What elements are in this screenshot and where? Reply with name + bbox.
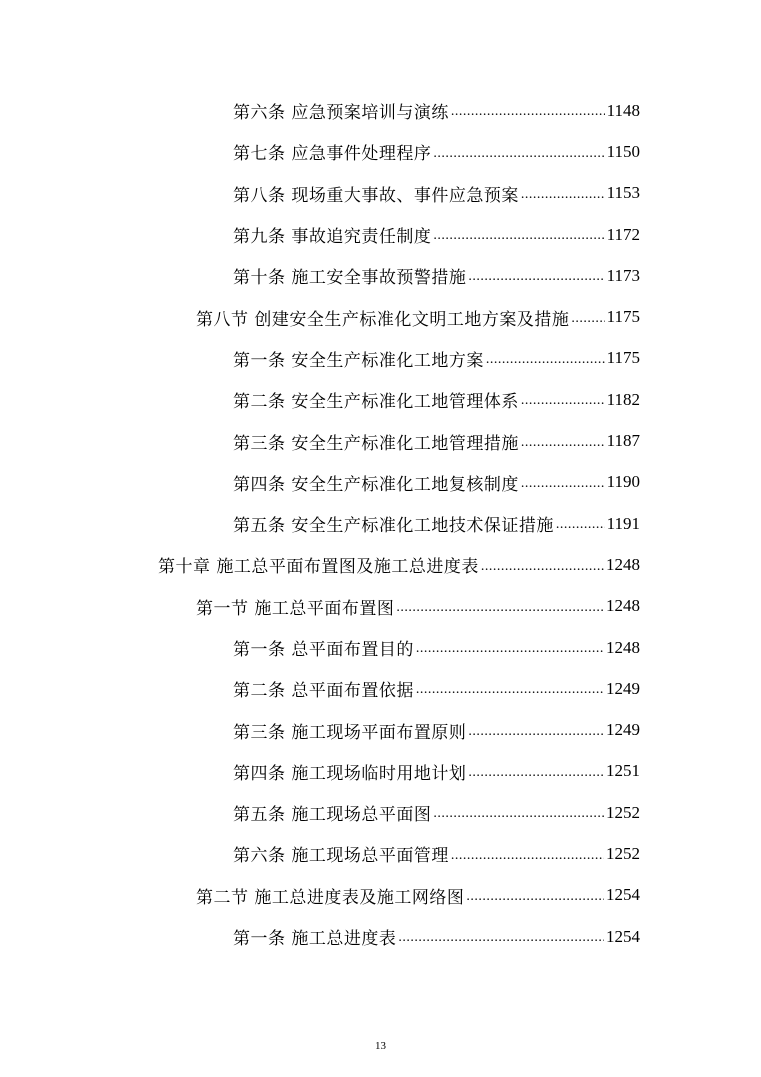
toc-entry[interactable] bbox=[0, 379, 761, 420]
toc-entry-title: 第八条 现场重大事故、事件应急预案 bbox=[233, 185, 519, 206]
toc-entry[interactable] bbox=[0, 173, 761, 214]
toc-entry-page: 1148 bbox=[606, 100, 640, 120]
page-number: 13 bbox=[375, 1040, 386, 1052]
toc-dot-leader bbox=[481, 559, 604, 576]
toc-entry-title: 第一条 总平面布置目的 bbox=[233, 640, 414, 660]
toc-entry-page: 1187 bbox=[606, 431, 640, 451]
toc-entry-title: 第八节 创建安全生产标准化文明工地方案及措施 bbox=[196, 309, 570, 330]
toc-entry-title: 第四条 安全生产标准化工地复核制度 bbox=[233, 474, 519, 495]
toc-entry[interactable] bbox=[0, 916, 761, 957]
toc-entry[interactable] bbox=[0, 296, 761, 337]
toc-entry-title: 第一节 施工总平面布置图 bbox=[196, 598, 395, 619]
toc-entry-title: 第十条 施工安全事故预警措施 bbox=[233, 268, 467, 289]
toc-entry-title: 第五条 施工现场总平面图 bbox=[233, 805, 432, 826]
toc-entry-title: 第二条 安全生产标准化工地管理体系 bbox=[233, 392, 519, 413]
toc-entry-title: 第十章 施工总平面布置图及施工总进度表 bbox=[158, 557, 479, 578]
toc-entry-title: 第二节 施工总进度表及施工网络图 bbox=[196, 887, 465, 908]
toc-dot-leader bbox=[416, 682, 604, 699]
toc-entry-page: 1175 bbox=[606, 348, 640, 368]
toc-entry[interactable] bbox=[0, 833, 761, 874]
toc-dot-leader bbox=[466, 889, 604, 906]
toc-entry-title: 第五条 安全生产标准化工地技术保证措施 bbox=[233, 516, 554, 537]
toc-entry-page: 1150 bbox=[606, 141, 640, 161]
toc-dot-leader bbox=[556, 517, 605, 534]
toc-entry[interactable] bbox=[0, 90, 761, 131]
toc-dot-leader bbox=[521, 187, 605, 204]
toc-dot-leader bbox=[521, 476, 605, 493]
toc-entry-page: 1249 bbox=[606, 720, 640, 740]
toc-entry-page: 1248 bbox=[606, 596, 640, 616]
toc-entry-title: 第九条 事故追究责任制度 bbox=[233, 227, 432, 248]
toc-entry[interactable] bbox=[0, 751, 761, 792]
toc-entry-page: 1172 bbox=[606, 224, 640, 244]
toc-entry[interactable] bbox=[0, 503, 761, 544]
toc-entry-title: 第四条 施工现场临时用地计划 bbox=[233, 763, 467, 784]
toc-entry[interactable] bbox=[0, 668, 761, 709]
toc-entry-page: 1251 bbox=[606, 761, 640, 781]
toc-entry-page: 1252 bbox=[606, 843, 640, 863]
toc-entry-page: 1248 bbox=[606, 637, 640, 657]
toc-entry-page: 1248 bbox=[606, 554, 640, 574]
toc-entry-page: 1175 bbox=[606, 307, 640, 327]
toc-dot-leader bbox=[433, 146, 604, 163]
toc-dot-leader bbox=[396, 600, 604, 617]
table-of-contents bbox=[0, 90, 761, 957]
toc-entry-page: 1254 bbox=[606, 926, 640, 946]
toc-entry-title: 第三条 安全生产标准化工地管理措施 bbox=[233, 433, 519, 454]
toc-entry-page: 1249 bbox=[606, 678, 640, 698]
toc-entry[interactable] bbox=[0, 627, 761, 668]
toc-entry[interactable] bbox=[0, 420, 761, 461]
toc-entry-page: 1191 bbox=[606, 513, 640, 533]
toc-dot-leader bbox=[468, 765, 604, 782]
toc-entry[interactable] bbox=[0, 255, 761, 296]
toc-entry-page: 1190 bbox=[606, 472, 640, 492]
toc-entry[interactable] bbox=[0, 131, 761, 172]
toc-entry[interactable] bbox=[0, 709, 761, 750]
toc-dot-leader bbox=[521, 393, 605, 410]
toc-entry[interactable] bbox=[0, 544, 761, 585]
toc-entry-page: 1254 bbox=[606, 885, 640, 905]
toc-dot-leader bbox=[451, 848, 604, 865]
toc-entry-page: 1173 bbox=[606, 265, 640, 285]
toc-dot-leader bbox=[521, 435, 605, 452]
toc-dot-leader bbox=[468, 269, 604, 286]
toc-dot-leader bbox=[433, 806, 604, 823]
toc-dot-leader bbox=[398, 930, 604, 947]
toc-entry[interactable] bbox=[0, 462, 761, 503]
toc-dot-leader bbox=[433, 228, 604, 245]
toc-entry[interactable] bbox=[0, 792, 761, 833]
toc-entry-title: 第六条 应急预案培训与演练 bbox=[233, 103, 449, 124]
toc-entry-page: 1153 bbox=[606, 183, 640, 203]
toc-entry[interactable] bbox=[0, 875, 761, 916]
toc-entry-title: 第三条 施工现场平面布置原则 bbox=[233, 722, 467, 743]
toc-dot-leader bbox=[451, 104, 605, 121]
toc-entry[interactable] bbox=[0, 214, 761, 255]
toc-dot-leader bbox=[571, 311, 604, 328]
toc-entry-page: 1252 bbox=[606, 802, 640, 822]
toc-dot-leader bbox=[468, 724, 604, 741]
toc-entry-title: 第二条 总平面布置依据 bbox=[233, 681, 414, 702]
toc-entry-title: 第一条 施工总进度表 bbox=[233, 929, 397, 950]
toc-entry-title: 第一条 安全生产标准化工地方案 bbox=[233, 350, 484, 371]
toc-entry-page: 1182 bbox=[606, 389, 640, 409]
toc-entry[interactable] bbox=[0, 338, 761, 379]
toc-entry-title: 第六条 施工现场总平面管理 bbox=[233, 846, 449, 867]
toc-dot-leader bbox=[486, 352, 605, 369]
toc-entry-title: 第七条 应急事件处理程序 bbox=[233, 144, 432, 165]
toc-entry[interactable] bbox=[0, 586, 761, 627]
toc-dot-leader bbox=[416, 641, 604, 658]
